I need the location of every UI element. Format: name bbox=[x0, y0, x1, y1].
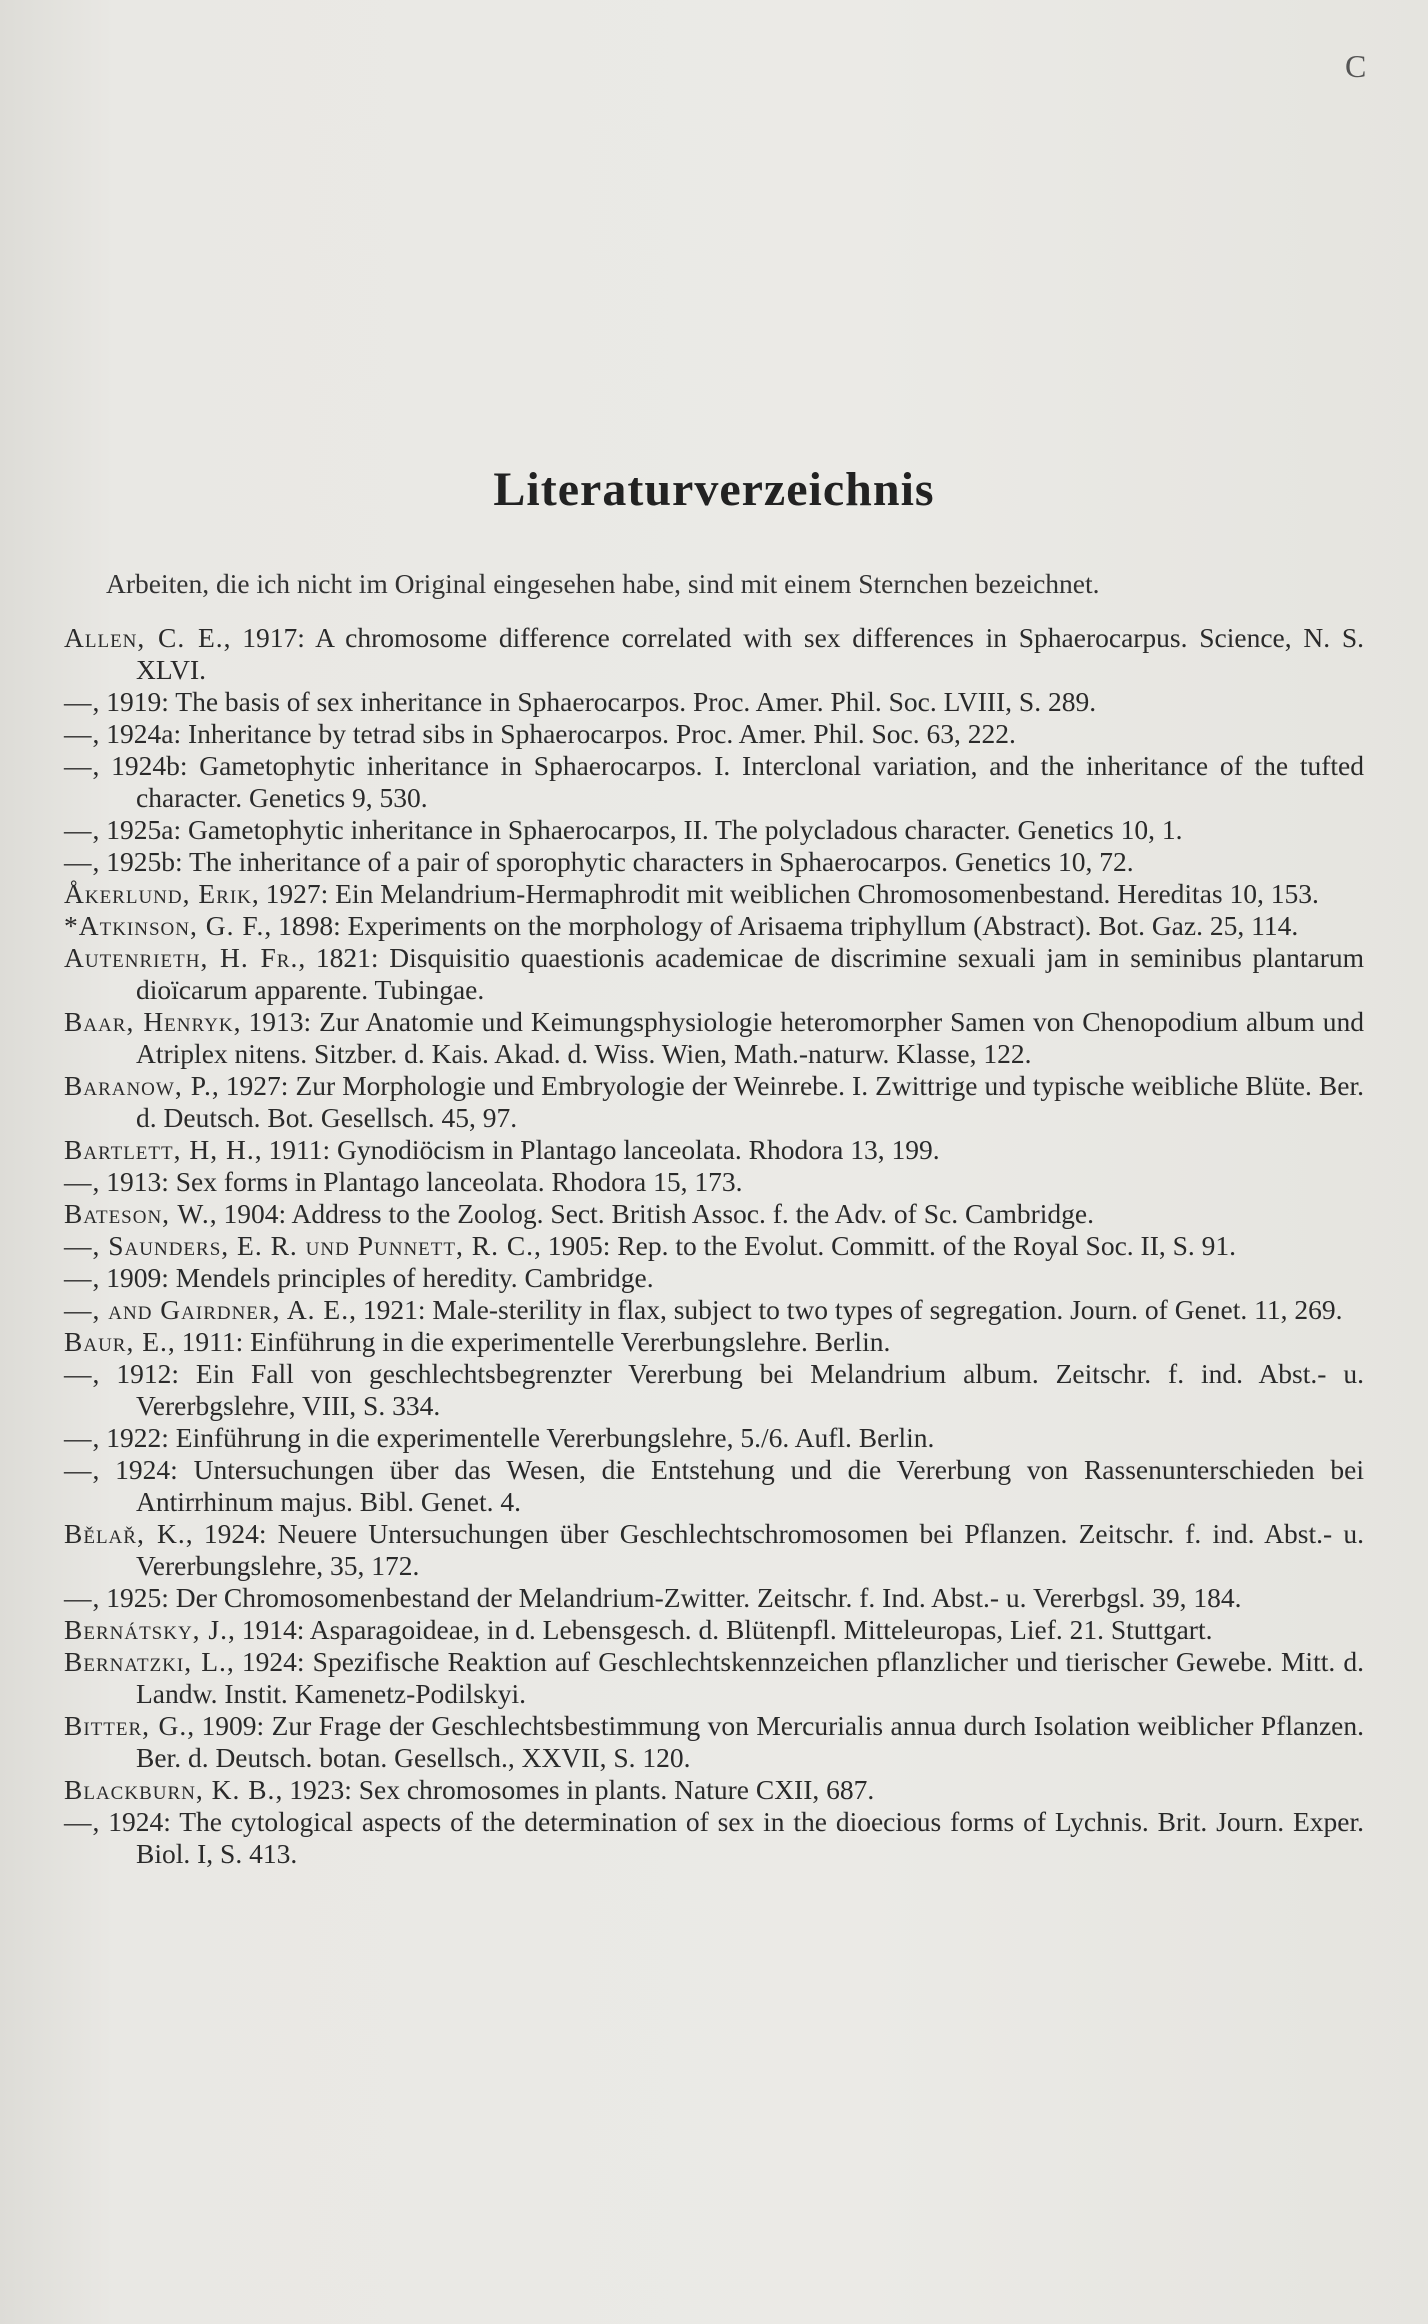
reference-entry bbox=[64, 1358, 1364, 1422]
page-title: Literaturverzeichnis bbox=[493, 463, 935, 516]
reference-entry bbox=[64, 718, 1364, 750]
reference-text: , 1914: Asparagoideae, in d. Lebensgesch. d. Blütenpfl. Mitteleuropas, Lief. 21. Stuttgart. bbox=[228, 1614, 1213, 1645]
reference-text: , 1911: Gynodiöcism in Plantago lanceolata. Rhodora 13, 199. bbox=[254, 1134, 940, 1165]
reference-entry bbox=[64, 910, 1364, 942]
reference-text: , 1927: Zur Morphologie und Embryologie der Weinrebe. I. Zwittrige und typische weibliche Blüte. Ber. d. Deutsch. Bot. Gesellsch. 45, 97. bbox=[136, 1070, 1364, 1133]
reference-author: Bernatzki, L. bbox=[64, 1646, 227, 1677]
reference-entry bbox=[64, 814, 1364, 846]
reference-entry bbox=[64, 1326, 1364, 1358]
reference-author: Allen, C. E. bbox=[64, 622, 224, 653]
reference-entry bbox=[64, 1582, 1364, 1614]
reference-text: , 1924b: Gametophytic inheritance in Sphaerocarpos. I. Interclonal variation, and the inheritance of the tufted character. Genetics 9, 530. bbox=[92, 750, 1364, 813]
reference-text: , 1917: A chromosome difference correlated with sex differences in Sphaerocarpus. Science, N. S. XLVI. bbox=[136, 622, 1364, 685]
reference-text: , 1913: Sex forms in Plantago lanceolata. Rhodora 15, 173. bbox=[92, 1166, 743, 1197]
reference-author: — bbox=[64, 1454, 93, 1485]
intro-note: Arbeiten, die ich nicht im Original eingesehen habe, sind mit einem Sternchen bezeichnet. bbox=[106, 568, 1100, 599]
reference-author: Bateson, W. bbox=[64, 1198, 210, 1229]
reference-author: — bbox=[64, 846, 93, 877]
reference-author: —, and Gairdner, A. E. bbox=[64, 1294, 350, 1325]
reference-author: Baar, Henryk bbox=[64, 1006, 234, 1037]
reference-entry bbox=[64, 750, 1364, 814]
reference-text: , 1909: Zur Frage der Geschlechtsbestimmung von Mercurialis annua durch Isolation weiblicher Pflanzen. Ber. d. Deutsch. botan. Gesellsch., XXVII, S. 120. bbox=[136, 1710, 1364, 1773]
reference-author: — bbox=[64, 1582, 93, 1613]
reference-text: , 1924: The cytological aspects of the determination of sex in the dioecious forms of Lychnis. Brit. Journ. Exper. Biol. I, S. 413. bbox=[92, 1806, 1364, 1869]
reference-entry bbox=[64, 878, 1364, 910]
reference-entry bbox=[64, 1166, 1364, 1198]
reference-author: — bbox=[64, 1166, 93, 1197]
reference-author: Autenrieth, H. Fr. bbox=[64, 942, 299, 973]
reference-author: Bělař, K. bbox=[64, 1518, 186, 1549]
reference-author: — bbox=[64, 814, 93, 845]
reference-author: Baur, E. bbox=[64, 1326, 168, 1357]
reference-entry bbox=[64, 1422, 1364, 1454]
reference-text: , 1922: Einführung in die experimentelle Vererbungslehre, 5./6. Aufl. Berlin. bbox=[92, 1422, 935, 1453]
page-mark: C bbox=[1345, 48, 1367, 84]
reference-author: — bbox=[64, 1358, 93, 1389]
reference-text: , 1913: Zur Anatomie und Keimungsphysiologie heteromorpher Samen von Chenopodium album und Atriplex nitens. Sitzber. d. Kais. Akad. d. Wiss. Wien, Math.-naturw. Klasse, 122. bbox=[136, 1006, 1364, 1069]
reference-entry bbox=[64, 1774, 1364, 1806]
reference-text: , 1898: Experiments on the morphology of Arisaema triphyllum (Abstract). Bot. Gaz. 25, 114. bbox=[264, 910, 1299, 941]
reference-entry bbox=[64, 1806, 1364, 1870]
reference-text: , 1927: Ein Melandrium-Hermaphrodit mit weiblichen Chromosomenbestand. Hereditas 10, 153. bbox=[251, 878, 1319, 909]
reference-author: Åkerlund, Erik bbox=[64, 878, 252, 909]
reference-author: Bartlett, H, H. bbox=[64, 1134, 255, 1165]
reference-author: —, Saunders, E. R. und Punnett, R. C. bbox=[64, 1230, 535, 1261]
reference-entry bbox=[64, 1230, 1364, 1262]
reference-author: — bbox=[64, 750, 93, 781]
reference-list bbox=[64, 622, 1364, 1870]
reference-author: — bbox=[64, 1806, 93, 1837]
reference-entry bbox=[64, 1710, 1364, 1774]
reference-text: , 1919: The basis of sex inheritance in Sphaerocarpos. Proc. Amer. Phil. Soc. LVIII, S. 289. bbox=[92, 686, 1097, 717]
reference-entry bbox=[64, 846, 1364, 878]
reference-entry bbox=[64, 1614, 1364, 1646]
reference-entry bbox=[64, 1646, 1364, 1710]
reference-author: Bitter, G. bbox=[64, 1710, 188, 1741]
reference-text: , 1921: Male-sterility in flax, subject to two types of segregation. Journ. of Genet. 11, 269. bbox=[349, 1294, 1343, 1325]
reference-text: , 1923: Sex chromosomes in plants. Nature CXII, 687. bbox=[275, 1774, 875, 1805]
reference-text: , 1924: Neuere Untersuchungen über Geschlechtschromosomen bei Pflanzen. Zeitschr. f. ind. Abst.- u. Vererbungslehre, 35, 172. bbox=[136, 1518, 1364, 1581]
reference-author: Bernátsky, J. bbox=[64, 1614, 229, 1645]
reference-text: , 1821: Disquisitio quaestionis academicae de discrimine sexuali jam in seminibus plantarum dioïcarum apparente. Tubingae. bbox=[136, 942, 1364, 1005]
reference-text: , 1925a: Gametophytic inheritance in Sphaerocarpos, II. The polycladous character. Genetics 10, 1. bbox=[92, 814, 1183, 845]
reference-entry bbox=[64, 1454, 1364, 1518]
reference-entry bbox=[64, 942, 1364, 1006]
reference-entry bbox=[64, 1006, 1364, 1070]
reference-author: — bbox=[64, 686, 93, 717]
reference-author: *Atkinson, G. F. bbox=[64, 910, 265, 941]
reference-author: Blackburn, K. B. bbox=[64, 1774, 276, 1805]
reference-text: , 1924a: Inheritance by tetrad sibs in Sphaerocarpos. Proc. Amer. Phil. Soc. 63, 222. bbox=[92, 718, 1016, 749]
reference-text: , 1911: Einführung in die experimentelle Vererbungslehre. Berlin. bbox=[167, 1326, 891, 1357]
reference-entry bbox=[64, 686, 1364, 718]
reference-text: , 1924: Untersuchungen über das Wesen, die Entstehung und die Vererbung von Rassenunterschieden bei Antirrhinum majus. Bibl. Genet. 4. bbox=[92, 1454, 1364, 1517]
reference-text: , 1905: Rep. to the Evolut. Committ. of the Royal Soc. II, S. 91. bbox=[534, 1230, 1237, 1261]
reference-entry bbox=[64, 1198, 1364, 1230]
reference-text: , 1925b: The inheritance of a pair of sporophytic characters in Sphaerocarpos. Genetics 10, 72. bbox=[92, 846, 1134, 877]
reference-text: , 1924: Spezifische Reaktion auf Geschlechtskennzeichen pflanzlicher und tierischer Gewebe. Mitt. d. Landw. Instit. Kamenetz-Podilskyi. bbox=[136, 1646, 1364, 1709]
reference-text: , 1925: Der Chromosomenbestand der Melandrium-Zwitter. Zeitschr. f. Ind. Abst.- u. Vererbgsl. 39, 184. bbox=[92, 1582, 1242, 1613]
reference-author: — bbox=[64, 718, 93, 749]
reference-text: , 1912: Ein Fall von geschlechtsbegrenzter Vererbung bei Melandrium album. Zeitschr. f. ind. Abst.- u. Vererbgslehre, VIII, S. 334. bbox=[92, 1358, 1364, 1421]
reference-entry bbox=[64, 622, 1364, 686]
reference-author: — bbox=[64, 1422, 93, 1453]
reference-text: , 1909: Mendels principles of heredity. Cambridge. bbox=[92, 1262, 654, 1293]
reference-author: Baranow, P. bbox=[64, 1070, 212, 1101]
reference-entry bbox=[64, 1134, 1364, 1166]
reference-text: , 1904: Address to the Zoolog. Sect. British Assoc. f. the Adv. of Sc. Cambridge. bbox=[209, 1198, 1095, 1229]
reference-entry bbox=[64, 1294, 1364, 1326]
reference-entry bbox=[64, 1518, 1364, 1582]
reference-entry bbox=[64, 1070, 1364, 1134]
reference-author: — bbox=[64, 1262, 93, 1293]
reference-entry bbox=[64, 1262, 1364, 1294]
